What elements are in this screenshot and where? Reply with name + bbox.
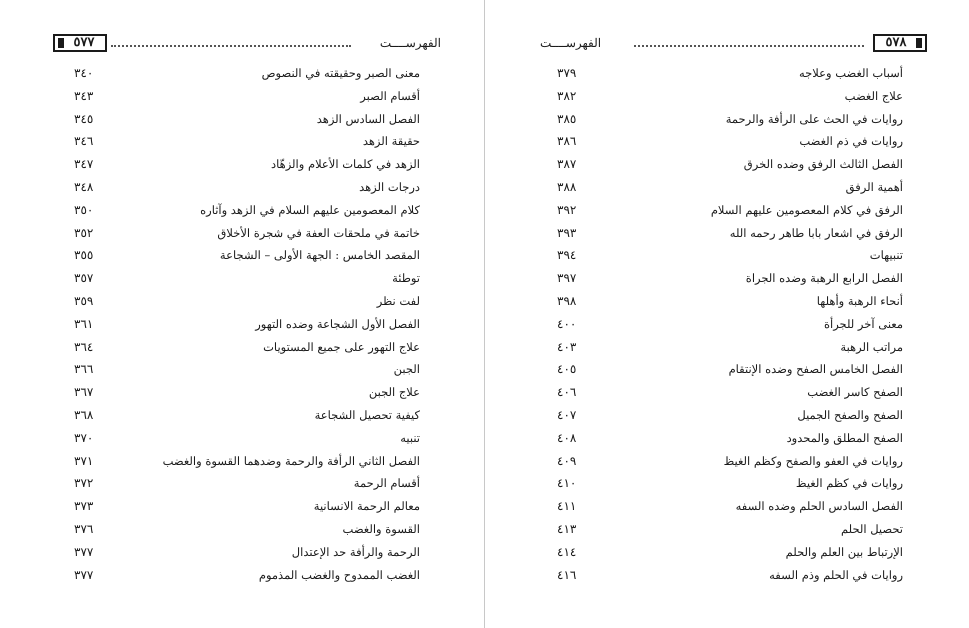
toc-entry-title: الإرتباط بين العلم والحلم bbox=[785, 544, 903, 559]
toc-entry-page-number: ٣٥٧ bbox=[74, 271, 94, 286]
toc-entry-page-number: ٣٤٨ bbox=[74, 179, 94, 194]
toc-entry-title: حقيقة الزهد bbox=[362, 134, 420, 149]
toc-entry bbox=[557, 404, 903, 427]
toc-entry bbox=[557, 358, 903, 381]
right-page bbox=[485, 0, 969, 628]
toc-entry bbox=[74, 222, 420, 245]
toc-entry-page-number: ٣٩٧ bbox=[557, 271, 577, 286]
toc-entry-page-number: ٤٠٧ bbox=[557, 407, 577, 422]
toc-entry-page-number: ٤٠٩ bbox=[557, 453, 577, 468]
toc-entry bbox=[74, 495, 420, 518]
toc-entry-page-number: ٣٦٧ bbox=[74, 385, 94, 400]
toc-entry-title: القسوة والغضب bbox=[342, 521, 420, 536]
toc-entry-page-number: ٣٧٣ bbox=[74, 499, 94, 514]
toc-entry-title: درجات الزهد bbox=[359, 179, 420, 194]
toc-entry-page-number: ٣٩٨ bbox=[557, 293, 577, 308]
toc-entry-page-number: ٣٨٦ bbox=[557, 134, 577, 149]
toc-entry-title: الغضب الممدوح والغضب المذموم bbox=[258, 567, 420, 582]
toc-entry bbox=[557, 472, 903, 495]
toc-entry bbox=[557, 244, 903, 267]
toc-entry-page-number: ٣٧٦ bbox=[74, 521, 94, 536]
toc-entry-title: الرفق في اشعار بابا طاهر رحمه الله bbox=[729, 225, 903, 240]
toc-entry-page-number: ٤١١ bbox=[557, 499, 577, 514]
toc-entry bbox=[74, 381, 420, 404]
toc-entry bbox=[557, 199, 903, 222]
toc-entry-title: الفصل الأول الشجاعة وضده التهور bbox=[255, 316, 420, 331]
toc-entry-title: الزهد في كلمات الأعلام والزهّاد bbox=[271, 157, 420, 172]
toc-entry-page-number: ٤١٤ bbox=[557, 544, 577, 559]
toc-entry bbox=[557, 518, 903, 541]
toc-entry-title: أهمية الرفق bbox=[845, 179, 903, 194]
toc-entry bbox=[74, 62, 420, 85]
right-header-title: الفهرســــت bbox=[540, 36, 602, 50]
toc-entry bbox=[557, 130, 903, 153]
toc-entry-page-number: ٣٥٢ bbox=[74, 225, 94, 240]
toc-entry-page-number: ٣٧٢ bbox=[74, 476, 94, 491]
toc-entry-page-number: ٣٩٢ bbox=[557, 202, 577, 217]
toc-entry-title: أسباب الغضب وعلاجه bbox=[798, 66, 903, 80]
toc-entry-page-number: ٤١٠ bbox=[557, 476, 577, 491]
toc-entry-title: الفصل الرابع الرهبة وضده الجراة bbox=[745, 271, 903, 286]
toc-entry-page-number: ٣٤٠ bbox=[74, 66, 94, 80]
toc-entry bbox=[557, 153, 903, 176]
toc-entry-page-number: ٣٤٧ bbox=[74, 157, 94, 172]
toc-entry-page-number: ٤٠٣ bbox=[557, 339, 577, 354]
toc-entry-title: الصفح المطلق والمحدود bbox=[786, 430, 903, 445]
toc-entry-title: المقصد الخامس : الجهة الأولى – الشجاعة bbox=[219, 248, 420, 263]
toc-entry-page-number: ٣٥٠ bbox=[74, 202, 94, 217]
toc-entry bbox=[557, 62, 903, 85]
toc-entry bbox=[74, 450, 420, 473]
toc-entry bbox=[557, 336, 903, 359]
toc-entry bbox=[74, 108, 420, 131]
toc-entry-title: أقسام الرحمة bbox=[353, 476, 420, 491]
left-page-number-box bbox=[53, 34, 107, 52]
toc-entry-page-number: ٣٧٠ bbox=[74, 430, 94, 445]
toc-entry bbox=[557, 541, 903, 564]
toc-entry-title: روايات في الحلم وذم السفه bbox=[769, 567, 903, 582]
toc-entry-title: الفصل الثالث الرفق وضده الخرق bbox=[743, 157, 903, 172]
toc-entry bbox=[557, 450, 903, 473]
toc-entry-title: الرحمة والرأفة حد الإعتدال bbox=[291, 544, 420, 559]
toc-entry bbox=[74, 130, 420, 153]
toc-entry-page-number: ٣٨٥ bbox=[557, 111, 577, 126]
toc-entry-title: أنحاء الرهبة وأهلها bbox=[816, 293, 903, 308]
toc-entry bbox=[74, 336, 420, 359]
toc-entry bbox=[557, 267, 903, 290]
toc-entry-page-number: ٣٤٦ bbox=[74, 134, 94, 149]
toc-entry-title: الفصل الثاني الرأفة والرحمة وضدهما القسوة والغضب bbox=[162, 453, 420, 468]
toc-entry-page-number: ٣٩٤ bbox=[557, 248, 577, 263]
left-header-title: الفهرســــت bbox=[379, 36, 441, 50]
toc-entry bbox=[557, 176, 903, 199]
right-header-leader bbox=[634, 45, 864, 47]
toc-entry-page-number: ٣٨٢ bbox=[557, 88, 577, 103]
toc-entry-title: الصفح كاسر الغضب bbox=[807, 385, 903, 400]
toc-entry-page-number: ٣٩٣ bbox=[557, 225, 577, 240]
toc-entry-title: علاج التهور على جميع المستويات bbox=[263, 339, 420, 354]
toc-entry bbox=[557, 290, 903, 313]
toc-entry-title: الصفح والصفح الجميل bbox=[797, 407, 903, 422]
toc-entry-title: كيفية تحصيل الشجاعة bbox=[314, 407, 420, 422]
toc-entry-title: روايات في العفو والصفح وكظم الغيظ bbox=[723, 453, 903, 468]
toc-entry-title: الفصل الخامس الصفح وضده الإنتقام bbox=[728, 362, 903, 377]
toc-entry-page-number: ٣٦٦ bbox=[74, 362, 94, 377]
toc-entry-title: لفت نظر bbox=[376, 293, 420, 308]
toc-entry-page-number: ٣٨٧ bbox=[557, 157, 577, 172]
toc-entry-title: علاج الجبن bbox=[368, 385, 420, 400]
toc-entry-title: مراتب الرهبة bbox=[840, 339, 903, 354]
toc-entry-page-number: ٤٠٠ bbox=[557, 316, 577, 331]
toc-entry-title: تنبيه bbox=[400, 430, 420, 445]
toc-entry bbox=[74, 199, 420, 222]
toc-entry bbox=[74, 85, 420, 108]
toc-entry bbox=[74, 404, 420, 427]
toc-entry bbox=[74, 267, 420, 290]
toc-entry bbox=[74, 153, 420, 176]
toc-entry-title: خاتمة في ملحقات العفة في شجرة الأخلاق bbox=[217, 225, 420, 240]
toc-entry bbox=[74, 358, 420, 381]
toc-entry-page-number: ٤١٣ bbox=[557, 521, 577, 536]
toc-entry-title: روايات في الحث على الرأفة والرحمة bbox=[725, 111, 903, 126]
toc-entry bbox=[557, 564, 903, 587]
toc-entry bbox=[74, 564, 420, 587]
left-page bbox=[0, 0, 484, 628]
toc-entry bbox=[557, 381, 903, 404]
toc-entry-title: تحصيل الحلم bbox=[840, 521, 903, 536]
toc-entry-title: أقسام الصبر bbox=[360, 88, 420, 103]
toc-entry-page-number: ٤٠٨ bbox=[557, 430, 577, 445]
toc-entry bbox=[557, 495, 903, 518]
toc-entry bbox=[557, 108, 903, 131]
left-page-number: ٥٧٧ bbox=[73, 35, 95, 50]
toc-entry-page-number: ٤٠٦ bbox=[557, 385, 577, 400]
toc-entry-page-number: ٣٦٨ bbox=[74, 407, 94, 422]
toc-entry-page-number: ٣٥٩ bbox=[74, 293, 94, 308]
toc-entry bbox=[74, 427, 420, 450]
toc-entry-title: كلام المعصومين عليهم السلام في الزهد وآثاره bbox=[200, 202, 420, 217]
toc-entry-title: معنى الصبر وحقيقته في النصوص bbox=[261, 66, 420, 80]
toc-entry bbox=[74, 176, 420, 199]
left-toc-list bbox=[74, 62, 420, 586]
toc-entry-page-number: ٣٥٥ bbox=[74, 248, 94, 263]
toc-entry-title: الجبن bbox=[393, 362, 420, 377]
toc-entry-page-number: ٤١٦ bbox=[557, 567, 577, 582]
toc-entry-title: معنى آخر للجرأة bbox=[823, 316, 903, 331]
toc-entry-title: معالم الرحمة الانسانية bbox=[313, 499, 420, 514]
right-page-number-box bbox=[873, 34, 927, 52]
toc-entry-page-number: ٣٧٧ bbox=[74, 544, 94, 559]
toc-entry-title: روايات في كظم الغيظ bbox=[795, 476, 903, 491]
toc-entry-title: الرفق في كلام المعصومين عليهم السلام bbox=[710, 202, 903, 217]
toc-entry-title: الفصل السادس الحلم وضده السفه bbox=[735, 499, 903, 514]
toc-entry bbox=[74, 518, 420, 541]
right-page-header bbox=[540, 34, 927, 54]
toc-entry bbox=[74, 541, 420, 564]
toc-entry bbox=[557, 222, 903, 245]
toc-entry-page-number: ٤٠٥ bbox=[557, 362, 577, 377]
toc-entry bbox=[557, 427, 903, 450]
toc-entry-page-number: ٣٨٨ bbox=[557, 179, 577, 194]
toc-entry bbox=[74, 244, 420, 267]
toc-entry-page-number: ٣٦٤ bbox=[74, 339, 94, 354]
toc-entry-page-number: ٣٦١ bbox=[74, 316, 94, 331]
toc-entry bbox=[557, 85, 903, 108]
toc-entry-title: روايات في ذم الغضب bbox=[799, 134, 903, 149]
toc-entry bbox=[557, 313, 903, 336]
right-toc-list bbox=[557, 62, 903, 586]
right-page-number: ٥٧٨ bbox=[885, 35, 907, 50]
toc-entry bbox=[74, 290, 420, 313]
toc-entry bbox=[74, 472, 420, 495]
toc-entry bbox=[74, 313, 420, 336]
toc-entry-page-number: ٣٧٧ bbox=[74, 567, 94, 582]
toc-entry-title: تنبيهات bbox=[869, 248, 903, 263]
toc-entry-page-number: ٣٧٩ bbox=[557, 66, 577, 80]
toc-entry-page-number: ٣٤٥ bbox=[74, 111, 94, 126]
toc-entry-page-number: ٣٧١ bbox=[74, 453, 94, 468]
toc-entry-title: الفصل السادس الزهد bbox=[316, 111, 420, 126]
toc-entry-page-number: ٣٤٣ bbox=[74, 88, 94, 103]
left-header-leader bbox=[111, 45, 351, 47]
toc-entry-title: توطئة bbox=[392, 271, 420, 286]
left-page-header bbox=[53, 34, 441, 54]
toc-entry-title: علاج الغضب bbox=[844, 88, 903, 103]
